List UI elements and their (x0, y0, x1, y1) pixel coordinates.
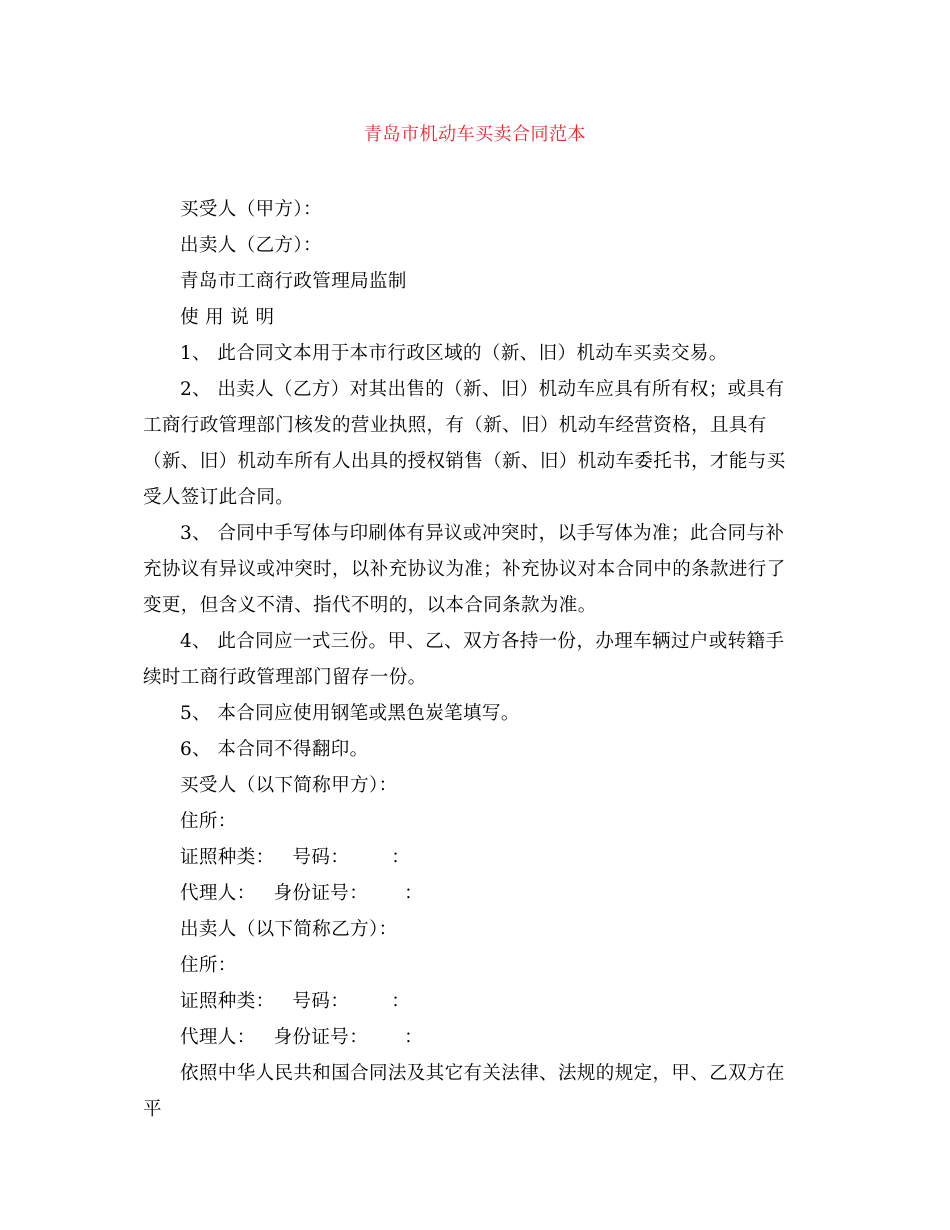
seller-id-row (143, 984, 798, 1020)
clause-6: 6、 本合同不得翻印。 (180, 739, 369, 760)
clause-5: 5、 本合同应使用钢笔或黑色炭笔填写。 (180, 703, 520, 724)
buyer-number: 号码： (292, 847, 350, 868)
closing-paragraph: 依照中华人民共和国合同法及其它有关法律、法规的规定，甲、乙双方在平 (143, 1063, 785, 1120)
seller-header: 出卖人（乙方）： (180, 235, 322, 256)
seller-number-colon: ： (391, 991, 411, 1012)
instructions-heading: 使 用 说 明 (180, 307, 275, 328)
clause-2: 2、 出卖人（乙方）对其出售的（新、旧）机动车应具有所有权；或具有工商行政管理部门核发的营业执照，有（新、旧）机动车经营资格，且具有（新、旧）机动车所有人出具的授权销售（新、旧）机动车委托书，才能与买受人签订此合同。 (143, 379, 786, 508)
buyer-agent: 代理人： (180, 883, 256, 904)
buyer-header: 买受人（甲方）： (180, 199, 322, 220)
buyer-agent-id: 身份证号： (273, 883, 369, 904)
supervisor-line: 青岛市工商行政管理局监制 (180, 271, 407, 292)
seller-agent-id: 身份证号： (273, 1027, 369, 1048)
seller-id-type: 证照种类： (180, 991, 275, 1012)
buyer-id-row (143, 840, 798, 876)
seller-agent-row (143, 1020, 798, 1056)
seller-agent-id-colon: ： (404, 1027, 424, 1048)
buyer-agent-row (143, 876, 798, 912)
clause-3: 3、 合同中手写体与印刷体有异议或冲突时，以手写体为准；此合同与补充协议有异议或冲突时，以补充协议为准；补充协议对本合同中的条款进行了变更，但含义不清、指代不明的，以本合同条款为准。 (143, 523, 786, 616)
buyer-address: 住所： (180, 811, 237, 832)
clause-1: 1、 此合同文本用于本市行政区域的（新、旧）机动车买卖交易。 (180, 343, 728, 364)
seller-number: 号码： (292, 991, 350, 1012)
seller-agent: 代理人： (180, 1027, 256, 1048)
buyer-id-type: 证照种类： (180, 847, 275, 868)
document-body (143, 192, 798, 1128)
seller-address: 住所： (180, 955, 237, 976)
clause-4: 4、 此合同应一式三份。甲、乙、双方各持一份，办理车辆过户或转籍手续时工商行政管理部门留存一份。 (143, 631, 785, 688)
seller-label: 出卖人（以下简称乙方）： (180, 919, 398, 940)
document-title: 青岛市机动车买卖合同范本 (364, 124, 586, 145)
buyer-label: 买受人（以下简称甲方）： (180, 775, 398, 796)
buyer-agent-id-colon: ： (404, 883, 424, 904)
buyer-number-colon: ： (391, 847, 411, 868)
